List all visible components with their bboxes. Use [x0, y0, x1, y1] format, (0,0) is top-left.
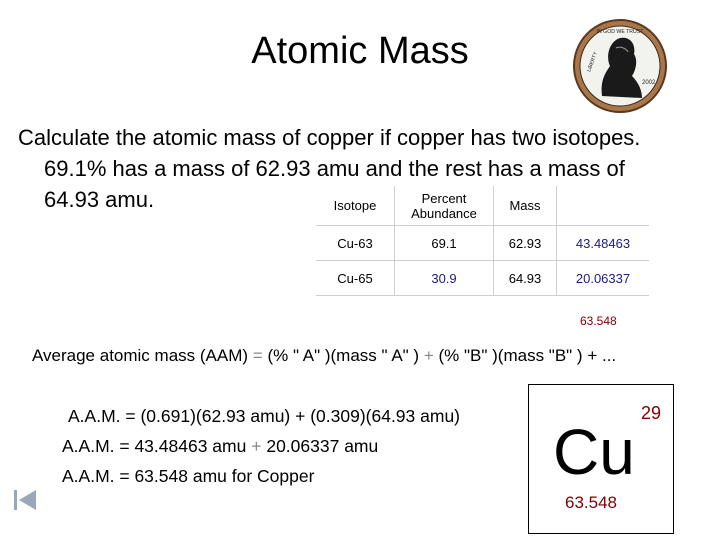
cell-isotope: Cu-63: [316, 226, 395, 261]
cell-isotope: Cu-65: [316, 261, 395, 296]
isotope-table: [316, 186, 649, 296]
element-atomic-mass: 63.548: [565, 493, 617, 512]
aam-formula-plus: +: [423, 346, 434, 365]
problem-line-3: 64.93 amu.: [44, 187, 155, 212]
header-percent-abundance: [395, 186, 494, 226]
cell-percent: 30.9: [395, 261, 494, 296]
calculation-step-3: A.A.M. = 63.548 amu for Copper: [62, 466, 315, 486]
header-isotope: Isotope: [316, 186, 395, 226]
calculation-step-2-lhs: A.A.M. = 43.48463 amu: [62, 436, 247, 456]
header-product: [557, 186, 650, 226]
aam-formula-ellipsis: + ...: [587, 346, 617, 365]
skip-to-start-icon[interactable]: [12, 488, 38, 512]
problem-line-1: Calculate the atomic mass of copper if copper has two isotopes.: [18, 125, 641, 150]
calculation-step-1: A.A.M. = (0.691)(62.93 amu) + (0.309)(64.93 amu): [68, 406, 460, 426]
aam-formula-lhs: Average atomic mass (AAM): [32, 346, 249, 365]
calculation-step-2-rhs: 20.06337 amu: [266, 436, 379, 456]
periodic-element-tile: [528, 384, 674, 534]
penny-coin-image: [572, 18, 668, 114]
atomic-number: 29: [640, 403, 661, 423]
cell-percent: 69.1: [395, 226, 494, 261]
header-mass: Mass: [494, 186, 557, 226]
problem-line-2: 69.1% has a mass of 62.93 amu and the rest has a mass of: [44, 156, 625, 181]
aam-formula-term-b: (% "B" )(mass "B" ): [438, 346, 583, 365]
header-percent: Percent: [421, 190, 467, 206]
penny-year: 2002: [642, 80, 656, 86]
table-row: [316, 261, 649, 296]
header-abundance: Abundance: [411, 205, 477, 221]
calculation-step-2: [62, 436, 378, 457]
cell-mass: 64.93: [494, 261, 557, 296]
table-row: [316, 226, 649, 261]
table-sum-value: 63.548: [580, 314, 617, 328]
cell-product: 43.48463: [557, 226, 650, 261]
element-symbol: Cu: [553, 416, 635, 488]
aam-formula-term-a: (% " A" )(mass " A" ): [267, 346, 420, 365]
cell-product: 20.06337: [557, 261, 650, 296]
aam-formula: [32, 346, 616, 366]
cell-mass: 62.93: [494, 226, 557, 261]
penny-motto: IN GOD WE TRUST: [596, 29, 644, 35]
calculation-step-2-plus: +: [251, 436, 262, 456]
table-header-row: [316, 186, 649, 226]
aam-formula-equals: =: [252, 346, 263, 365]
slide-title: Atomic Mass: [251, 30, 469, 72]
penny-liberty: LIBERTY: [586, 51, 599, 73]
